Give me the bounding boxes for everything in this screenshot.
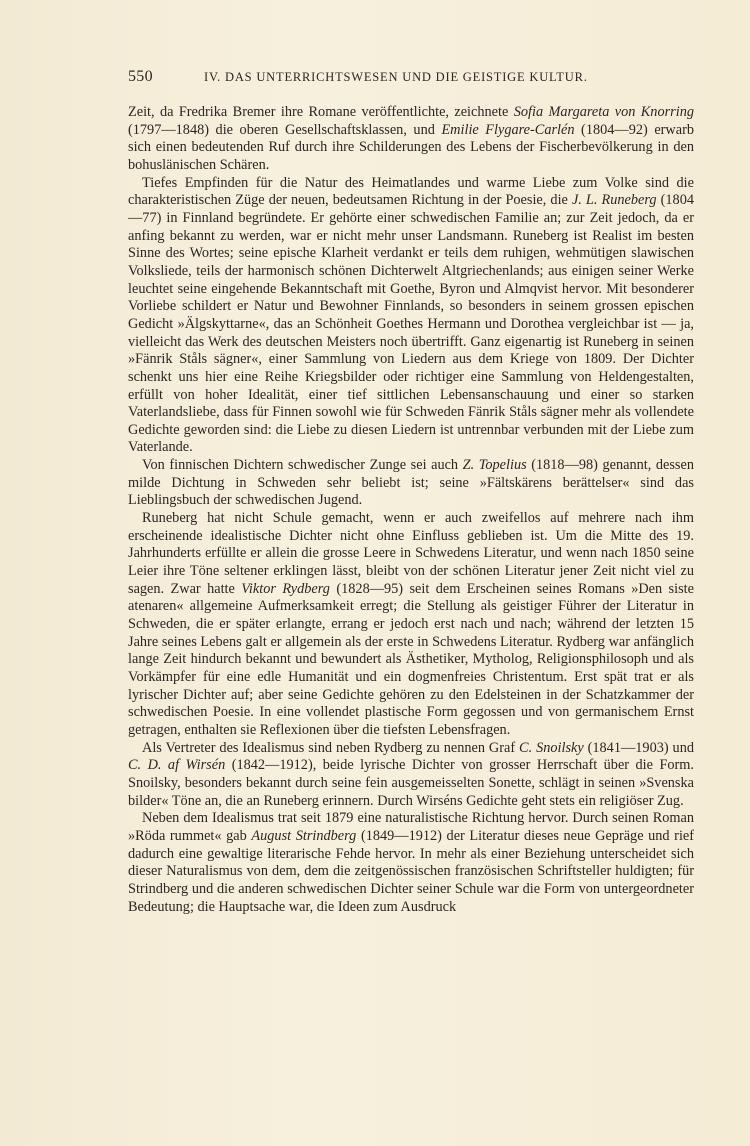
body-text xyxy=(128,104,694,916)
italic-name: Viktor Rydberg xyxy=(241,580,330,597)
text-run: Neben dem Idealismus trat seit 1879 eine naturalistische Richtung hervor. Durch seinen Roman »Röda rummet« gab xyxy=(128,810,694,844)
text-run: Als Vertreter des Idealismus sind neben Rydberg zu nennen Graf xyxy=(142,739,520,756)
italic-name: C. D. af Wirsén xyxy=(128,757,226,774)
text-run: (1849—1912) der Literatur dieses neue Gepräge und rief dadurch eine gewaltige literarische Fehde hervor. In mehr als einer Beziehung unterscheidet sich dieser Naturalismus von dem, dem die zeitgenössischen französischen Schriftsteller huldigten; für Strindberg und die anderen schwedischen Dichter seiner Schule war die Form von untergeordneter Bedeutung; die Hauptsache war, die Ideen zum Ausdruck xyxy=(128,827,695,915)
italic-name: Z. Topelius xyxy=(462,457,527,474)
paragraph-3 xyxy=(128,457,694,510)
running-title: IV. DAS UNTERRICHTSWESEN UND DIE GEISTIGE KULTUR. xyxy=(204,70,588,84)
italic-name: August Strindberg xyxy=(251,827,357,844)
text-run: Von finnischen Dichtern schwedischer Zunge sei auch xyxy=(142,457,463,474)
paragraph-6 xyxy=(128,810,694,916)
text-run: (1841—1903) und xyxy=(583,739,694,756)
paragraph-1 xyxy=(128,104,694,175)
text-run: (1804—77) in Finnland begründete. Er gehörte einer schwedischen Familie an; zur Zeit jedoch, da er anfing bekannt zu werden, war er nicht mehr unser Landsmann. Runeberg ist Realist im besten Sinne des Wortes; seine epische Klarheit verdankt er teils dem ruhigen, wehmütigen slawischen Volksliede, teils der harmonisch schönen Dichterwelt Altgriechenlands; aus einigen seiner Werke leuchtet seine eingehende Bekanntschaft mit Goethe, Byron und Almqvist hervor. Mit besonderer Vorliebe schildert er Natur und Bewohner Finnlands, so besonders in seinem grossen epischen Gedicht »Älgskyttarne«, das an Schönheit Goethes Hermann und Dorothea vergleichbar ist — ja, vielleicht das Werk des deutschen Meisters noch übertrifft. Ganz eigenartig ist Runeberg in seinen »Fänrik Ståls sägner«, einer Sammlung von Liedern aus dem Kriege von 1809. Der Dichter schenkt uns hier eine Reihe Kriegsbilder oder richtiger eine Sammlung von Heldengestalten, erfüllt von hoher Idealität, einer tief sittlichen Lebensanschauung und einer so starken Vaterlandsliebe, dass für Finnen sowohl wie für Schweden Fänrik Ståls sägner mehr als vollendete Gedichte geworden sind: die Liebe zu diesen Liedern ist untrennbar verbunden mit der Liebe zum Vaterlande. xyxy=(128,192,694,456)
text-run: (1818—98) genannt, dessen milde Dichtung in Schweden sehr beliebt ist; seine »Fältskärens berättelser« sind das Lieblingsbuch der schwedischen Jugend. xyxy=(128,457,694,509)
text-run: (1842—1912), beide lyrische Dichter von grosser Herrschaft über die Form. Snoilsky, besonders bekannt durch seine fein ausgemeisselten Sonette, schlägt in seinen »Svenska bilder« Töne an, die an Runeberg erinnern. Durch Wirséns Gedichte geht stets ein religiöser Zug. xyxy=(128,757,694,809)
text-run: Runeberg hat nicht Schule gemacht, wenn er auch zweifellos auf mehrere nach ihm erscheinende idealistische Dichter nicht ohne Einfluss geblieben ist. Um die Mitte des 19. Jahrhunderts erfüllte er allein die grosse Leere in Schwedens Literatur, und wenn nach 1850 seine Leier ihre Töne seltener erklingen lässt, bleibt von der schönen Literatur jener Zeit nicht viel zu sagen. Zwar hatte xyxy=(128,510,694,597)
italic-name: Emilie Flygare-Carlén xyxy=(441,121,575,138)
text-run: (1804—92) erwarb sich einen bedeutenden Ruf durch ihre Schilderungen des Lebens der Fischerbevölkerung in den bohuslänischen Schären. xyxy=(128,121,695,173)
page-header xyxy=(128,68,694,90)
text-run: Zeit, da Fredrika Bremer ihre Romane veröffentlichte, zeichnete xyxy=(128,104,514,120)
paragraph-2 xyxy=(128,175,694,458)
italic-name: Sofia Margareta von Knorring xyxy=(513,104,694,120)
paragraph-5 xyxy=(128,740,694,811)
italic-name: J. L. Runeberg xyxy=(571,192,657,209)
text-run: Tiefes Empfinden für die Natur des Heimatlandes und warme Liebe zum Volke sind die charakteristischen Züge der neuen, bedeutsamen Richtung in der Poesie, die xyxy=(128,174,694,209)
italic-name: C. Snoilsky xyxy=(519,739,584,756)
paragraph-4 xyxy=(128,510,694,740)
page-number: 550 xyxy=(128,68,153,85)
text-run: (1797—1848) die oberen Gesellschaftsklassen, und xyxy=(128,121,442,138)
text-run: (1828—95) seit dem Erscheinen seines Romans »Den siste atenaren« allgemeine Aufmerksamkeit erregt; die Stellung als geistiger Führer der Literatur in Schweden, die er später erlangte, errang er jedoch erst nach und nach; während der letzten 15 Jahre seines Lebens galt er allgemein als der erste in Schwedens Literatur. Rydberg war anfänglich lange Zeit hindurch bekannt und bewundert als Ästhetiker, Mytholog, Religionsphilosoph und als Vorkämpfer für eine edle Humanität und ein dogmenfreies Christentum. Erst spät trat er als lyrischer Dichter auf; aber seine Gedichte gehören zu den Edelsteinen in der Schatzkammer der schwedischen Poesie. In eine vollendet plastische Form gegossen und von germanischem Ernst getragen, enthalten sie Reflexionen über die tiefsten Lebensfragen. xyxy=(128,580,694,738)
